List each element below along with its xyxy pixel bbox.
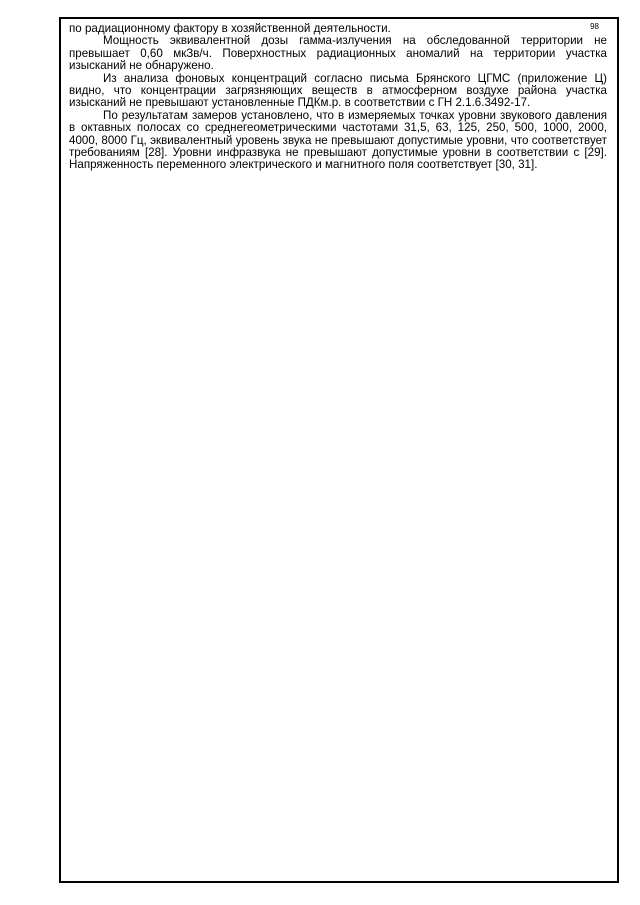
document-body <box>69 23 607 172</box>
paragraph-radiation-factor: по радиационному фактору в хозяйственной деятельности. <box>69 22 391 35</box>
paragraph-background-concentrations: Из анализа фоновых концентраций согласно письма Брянского ЦГМС (приложение Ц) видно, что концентрации загрязняющих веществ в атмосферном воздухе района участка изысканий не превышают установленные ПДКм.р. в соответствии с ГН 2.1.6.3492-17. <box>69 71 607 110</box>
paragraph-noise-measurements: По результатам замеров установлено, что в измеряемых точках уровни звукового давления в октавных полосах со среднегеометрическими частотами 31,5, 63, 125, 250, 500, 1000, 2000, 4000, 8000 Гц, эквивалентный уровень звука не превышают допустимые уровни, что соответствует требованиям [28]. Уровни инфразвука не превышают допустимые уровни в соответствии с [29]. Напряженность переменного электрического и магнитного поля соответствует [30, 31]. <box>69 108 607 172</box>
page-number: 98 <box>590 22 599 31</box>
page-frame <box>59 17 619 883</box>
paragraph-gamma-dose: Мощность эквивалентной дозы гамма-излучения на обследованной территории не превышает 0,60 мкЗв/ч. Поверхностных радиационных аномалий на территории участка изысканий не обнаружено. <box>69 34 607 73</box>
